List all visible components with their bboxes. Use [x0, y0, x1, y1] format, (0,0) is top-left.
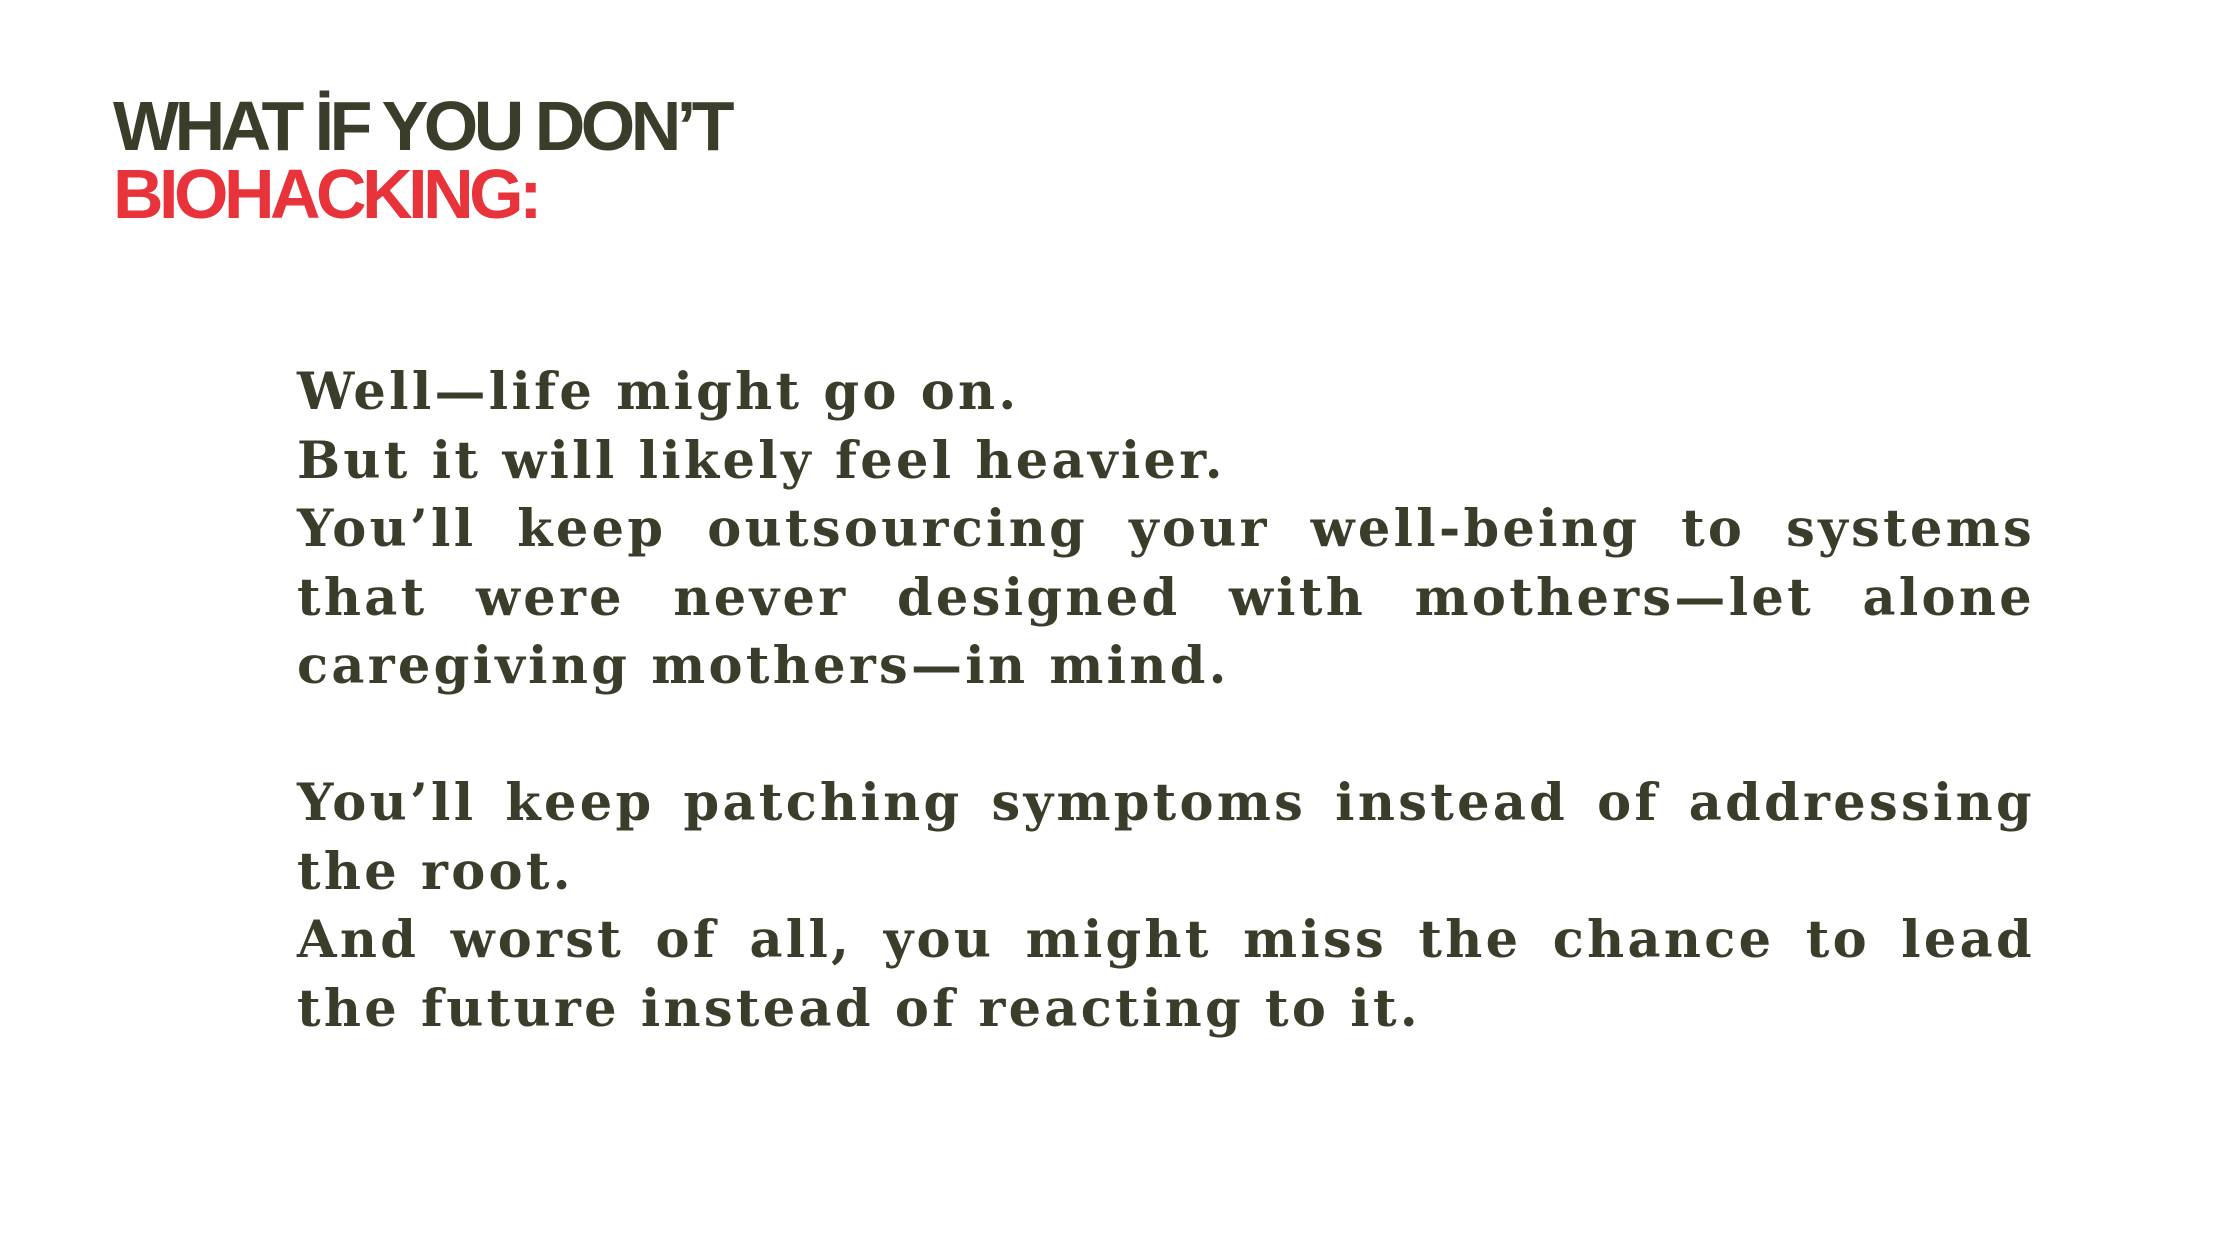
title-line-2-highlight: BIOHACKING: — [113, 155, 538, 233]
paragraph-1-line-2: But it will likely feel heavier. — [297, 430, 1226, 491]
paragraph-2-sentence-1: You’ll keep patching symptoms instead of addressing the root. — [297, 773, 2035, 902]
paragraph-1-sentence-3: You’ll keep outsourcing your well-being to systems that were never designed with mothers—let alone caregiving mothers—in mind. — [297, 499, 2035, 696]
paragraph-2-sentence-2: And worst of all, you might miss the chance to lead the future instead of reacting to it. — [297, 910, 2035, 1039]
body-text — [297, 358, 2035, 1043]
paragraph-2 — [297, 769, 2035, 1043]
page-title — [113, 87, 730, 233]
paragraph-1-line-1: Well—life might go on. — [297, 362, 1020, 422]
title-line-1: WHAT İF YOU DON’T — [113, 87, 730, 165]
paragraph-1 — [297, 358, 2035, 701]
